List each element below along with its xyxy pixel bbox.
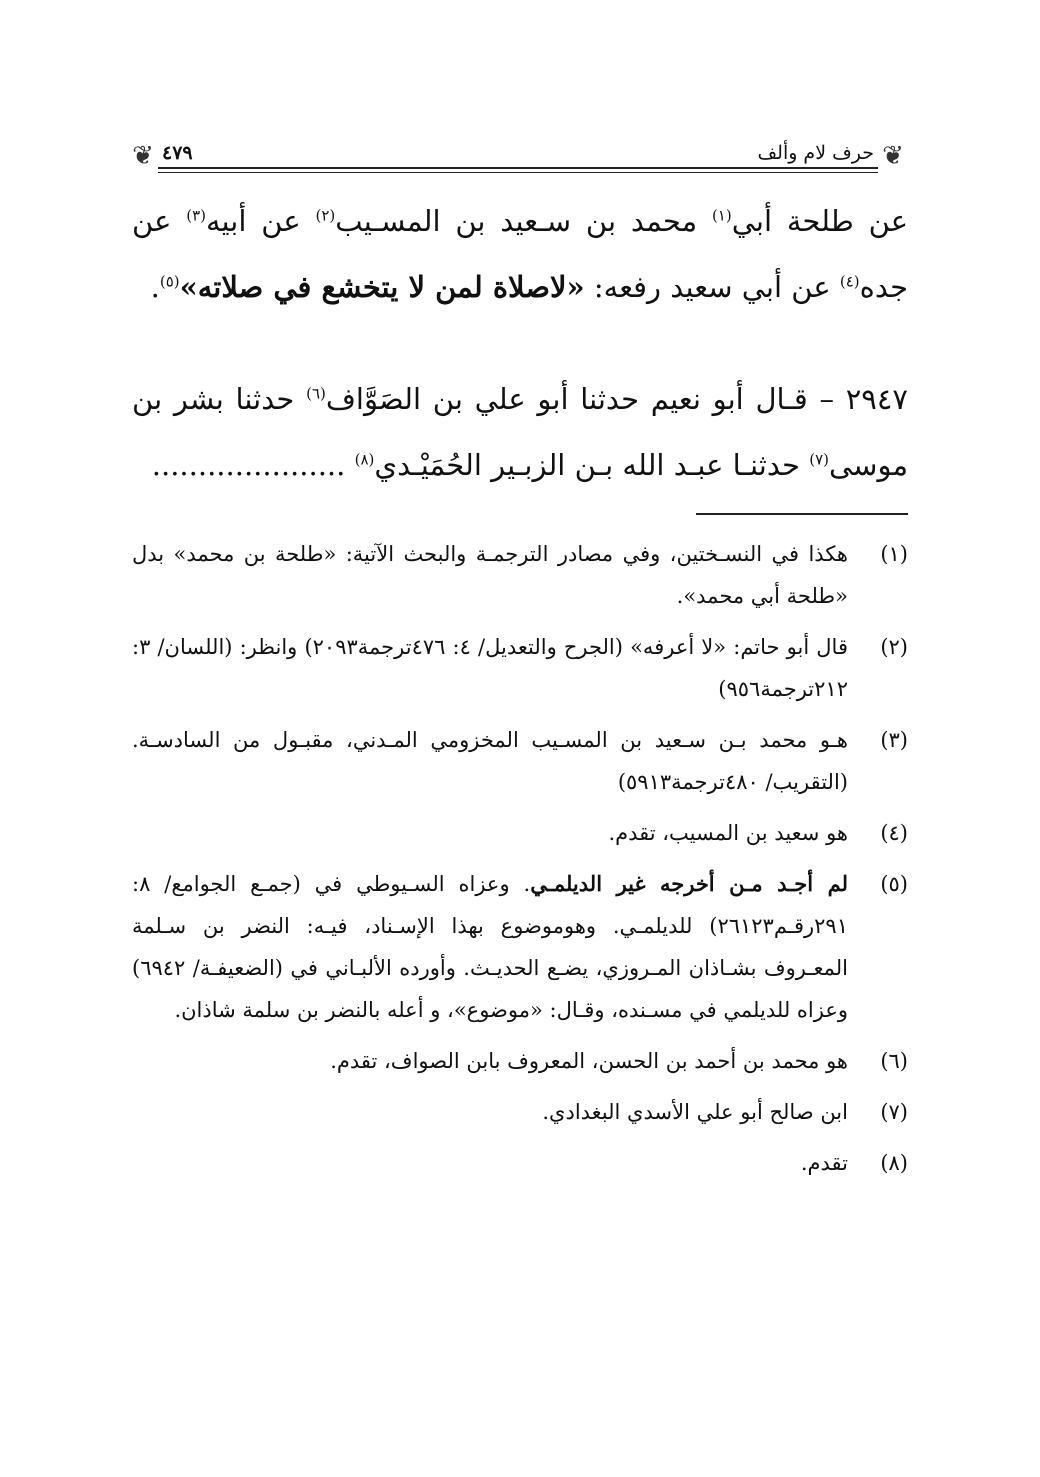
footnote-text: ابن صالح أبو علي الأسدي البغدادي. bbox=[542, 1100, 848, 1124]
footnote-text: هو محمد بن أحمد بن الحسن، المعروف بابن الصواف، تقدم. bbox=[330, 1049, 848, 1073]
footnote-ref[interactable]: (٧) bbox=[809, 450, 829, 469]
footnote-number: (٦) bbox=[880, 1049, 908, 1073]
body-paragraph-1 bbox=[132, 188, 908, 320]
body-paragraph-2 bbox=[132, 366, 908, 498]
footnote-number: (٨) bbox=[880, 1151, 908, 1175]
footnote-ref[interactable]: (٣) bbox=[186, 206, 206, 225]
footnote-text: هكذا في النسـختين، وفي مصادر الترجمـة والبحث الآتية: «طلحة بن محمد» بدل «طلحة أبي محمد». bbox=[132, 542, 848, 608]
footnote bbox=[132, 812, 908, 854]
header-rule bbox=[158, 167, 878, 169]
text-span: عن أبيه bbox=[206, 204, 316, 238]
hadith-quote: «لاصلاة لمن لا يتخشع في صلاته» bbox=[179, 270, 585, 304]
footnote bbox=[132, 1091, 908, 1133]
footnote-bold-text: لم أجـد مـن أخرجه غير الديلمـي bbox=[530, 871, 848, 896]
footnote-text: . وعزاه السـيوطي في (جمـع الجوامع/ ٨: ٢٩١رقـم٢٦١٢٣) للديلمـي. وهوموضوع بهذا الإسـناد، فيـه: النضر بن سـلمة المعـروف بشـاذان المـروزي، يضـع الحديـث. وأورده الألبـاني في (الضعيفـة/ ٦٩٤٢) وعزاه للديلمي في مسـنده، وقـال: «موضوع»، و أعله بالنضر بن سلمة شاذان. bbox=[132, 872, 848, 1022]
footnote-separator bbox=[696, 513, 908, 515]
text-span: عن جده bbox=[132, 204, 908, 304]
footnote-ref[interactable]: (٤) bbox=[839, 272, 860, 291]
text-span: ..................... bbox=[151, 448, 355, 482]
footnote-number: (٣) bbox=[880, 728, 908, 752]
footnote-number: (٥) bbox=[880, 872, 908, 896]
text-span: . bbox=[150, 270, 160, 304]
right-ornament-icon: ❦ bbox=[882, 141, 904, 171]
footnote-ref[interactable]: (٥) bbox=[159, 272, 180, 291]
footnote-ref[interactable]: (٢) bbox=[315, 206, 336, 225]
footnote-text: هـو محمد بـن سـعيد بن المسـيب المخزومي المـدني، مقبـول من السادسـة. (التقريب/ ٤٨٠ترجمة٥٩١٣) bbox=[132, 728, 848, 794]
page-number: ٤٧٩ bbox=[162, 142, 193, 164]
left-ornament-icon: ❦ bbox=[132, 141, 154, 171]
footnote-ref[interactable]: (٨) bbox=[354, 450, 375, 469]
footnote bbox=[132, 863, 908, 1031]
footnote-ref[interactable]: (١) bbox=[711, 206, 732, 225]
text-span: ٢٩٤٧ – قـال أبو نعيم حدثنا أبو علي بن الصَوَّاف bbox=[325, 382, 909, 416]
footnote bbox=[132, 626, 908, 710]
footnote-number: (٢) bbox=[880, 635, 908, 659]
footnote-text: تقدم. bbox=[800, 1151, 848, 1175]
footnote-number: (١) bbox=[880, 542, 908, 566]
footnote-number: (٤) bbox=[880, 821, 908, 845]
text-span: عن طلحة أبي bbox=[731, 204, 908, 238]
text-span: حدثنا بشر بن موسى bbox=[132, 382, 908, 482]
chapter-title: حرف لام وألف bbox=[757, 142, 874, 164]
footnote-number: (٧) bbox=[880, 1100, 908, 1124]
text-span: محمد بن سـعيد بن المسـيب bbox=[335, 204, 712, 238]
header-rule-thin bbox=[158, 172, 878, 173]
footnote-text: هو سعيد بن المسيب، تقدم. bbox=[608, 821, 848, 845]
text-span: عن أبي سعيد رفعه: bbox=[584, 270, 840, 304]
page-header bbox=[128, 138, 908, 178]
footnote bbox=[132, 1142, 908, 1184]
footnote bbox=[132, 1040, 908, 1082]
footnote-ref[interactable]: (٦) bbox=[306, 384, 326, 403]
footnotes bbox=[132, 533, 908, 1193]
footnote-text: قال أبو حاتم: «لا أعرفه» (الجرح والتعديل/ ٤: ٤٧٦ترجمة٢٠٩٣) وانظر: (اللسان/ ٣: ٢١٢ترجمة٩٥٦) bbox=[132, 635, 848, 701]
footnote bbox=[132, 719, 908, 803]
footnote bbox=[132, 533, 908, 617]
text-span: حدثنـا عبـد الله بـن الزبـير الحُمَيْـدي bbox=[374, 448, 810, 482]
